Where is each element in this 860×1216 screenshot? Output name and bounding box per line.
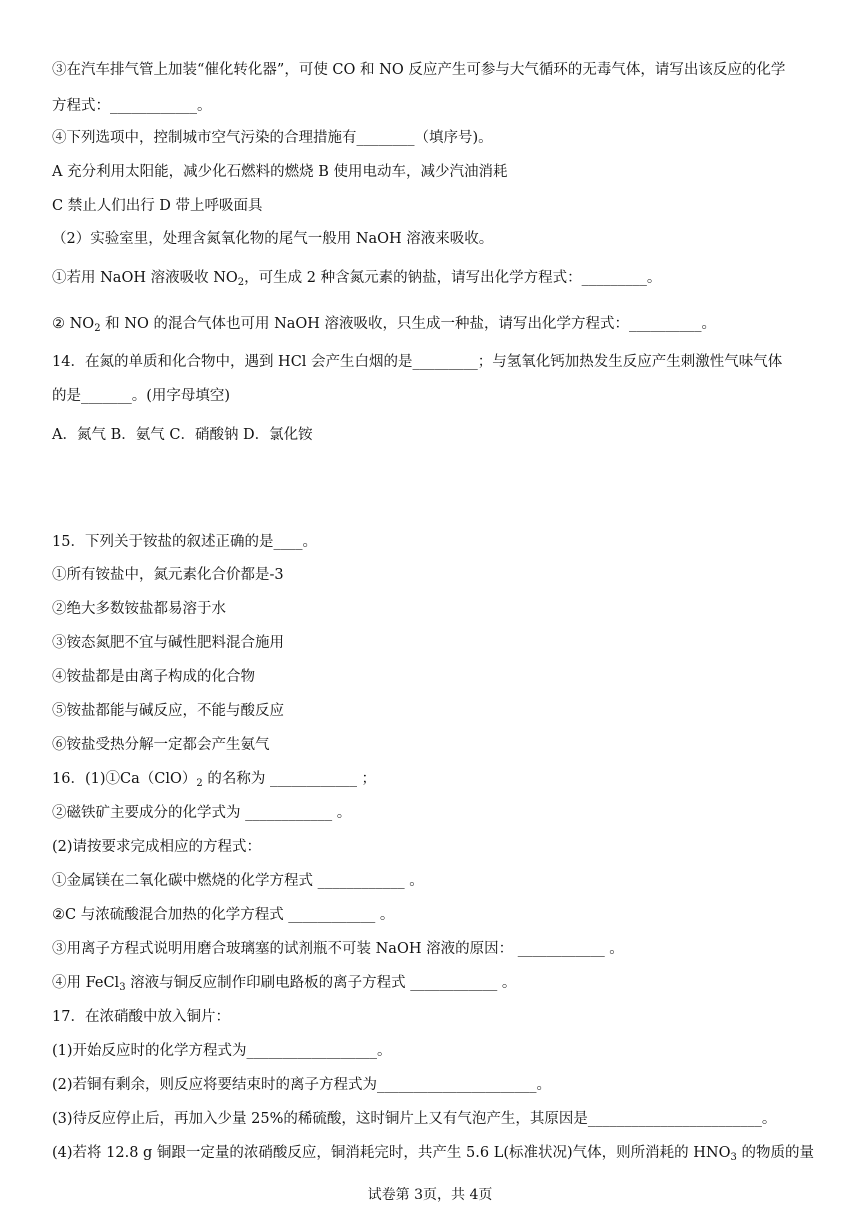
q13-options-ab: A 充分利用太阳能，减少化石燃料的燃烧 B 使用电动车，减少汽油消耗 xyxy=(52,164,508,180)
q15-option-6: ⑥铵盐受热分解一定都会产生氨气 xyxy=(52,737,270,753)
q17-part3: (3)待反应停止后，再加入少量 25%的稀硫酸，这时铜片上又有气泡产生，其原因是________________________。 xyxy=(52,1111,777,1127)
q15-option-2: ②绝大多数铵盐都易溶于水 xyxy=(52,601,226,617)
q16-part2-item1: ①金属镁在二氧化碳中燃烧的化学方程式 ____________ 。 xyxy=(52,873,424,889)
q14-text: 14．在氮的单质和化合物中，遇到 HCl 会产生白烟的是_________；与氢氧化钙加热发生反应产生刺激性气味气体 xyxy=(52,354,783,370)
q16-part2-text: (2)请按要求完成相应的方程式： xyxy=(52,839,262,855)
q13-item3-text: ③在汽车排气管上加装“催化转化器”，可使 CO 和 NO 反应产生可参与大气循环的无毒气体，请写出该反应的化学 xyxy=(52,62,786,78)
q17-part4: (4)若将 12.8 g 铜跟一定量的浓硝酸反应，铜消耗完时，共产生 5.6 L(标准状况)气体，则所消耗的 $HNO_3$ 的物质的量 xyxy=(52,1145,814,1163)
q17-part2: (2)若铜有剩余，则反应将要结束时的离子方程式为______________________。 xyxy=(52,1077,552,1093)
q16-part2-item2: ②C 与浓硫酸混合加热的化学方程式 ____________ 。 xyxy=(52,907,395,923)
q17-part1: (1)开始反应时的化学方程式为__________________。 xyxy=(52,1043,392,1059)
q15-option-5: ⑤铵盐都能与碱反应，不能与酸反应 xyxy=(52,703,284,719)
q15-option-1: ①所有铵盐中，氮元素化合价都是-3 xyxy=(52,567,284,583)
q13-item4-text: ④下列选项中，控制城市空气污染的合理措施有________（填序号)。 xyxy=(52,130,493,146)
q16-part2-item4: ④用 FeCl$_3$ 溶液与铜反应制作印刷电路板的离子方程式 ____________ 。 xyxy=(52,975,517,993)
q14-options: A．氮气 B．氨气 C．硝酸钠 D．氯化铵 xyxy=(52,427,313,443)
q15-option-4: ④铵盐都是由离子构成的化合物 xyxy=(52,669,255,685)
q16-part1-item1: 16．$(1)①Ca(ClO)_2$ 的名称为 ____________ ； xyxy=(52,771,377,789)
q13-options-cd: C 禁止人们出行 D 带上呼吸面具 xyxy=(52,198,263,214)
q15-option-3: ③铵态氮肥不宜与碱性肥料混合施用 xyxy=(52,635,284,651)
q16-part2-item3: ③用离子方程式说明用磨合玻璃塞的试剂瓶不可装 NaOH 溶液的原因： ____________ 。 xyxy=(52,941,624,957)
q13-part2-text: （2）实验室里，处理含氮氧化物的尾气一般用 NaOH 溶液来吸收。 xyxy=(52,231,494,247)
q17-text: 17．在浓硝酸中放入铜片： xyxy=(52,1009,230,1025)
q14-text-cont: 的是_______。(用字母填空) xyxy=(52,388,231,404)
q13-part2-item1: ①若用 NaOH 溶液吸收 $NO_2$，可生成 2 种含氮元素的钠盐，请写出化学方程式：_________。 xyxy=(52,270,662,288)
q13-item3-answer-line: 方程式：____________。 xyxy=(52,98,212,114)
q13-part2-item2: ② $NO_2$ 和 NO 的混合气体也可用 NaOH 溶液吸收，只生成一种盐，请写出化学方程式：__________。 xyxy=(52,316,717,334)
page-footer: 试卷第 3页，共 4页 xyxy=(367,1187,493,1203)
q15-text: 15．下列关于铵盐的叙述正确的是____。 xyxy=(52,534,317,550)
q16-part1-item2: ②磁铁矿主要成分的化学式为 ____________ 。 xyxy=(52,805,352,821)
